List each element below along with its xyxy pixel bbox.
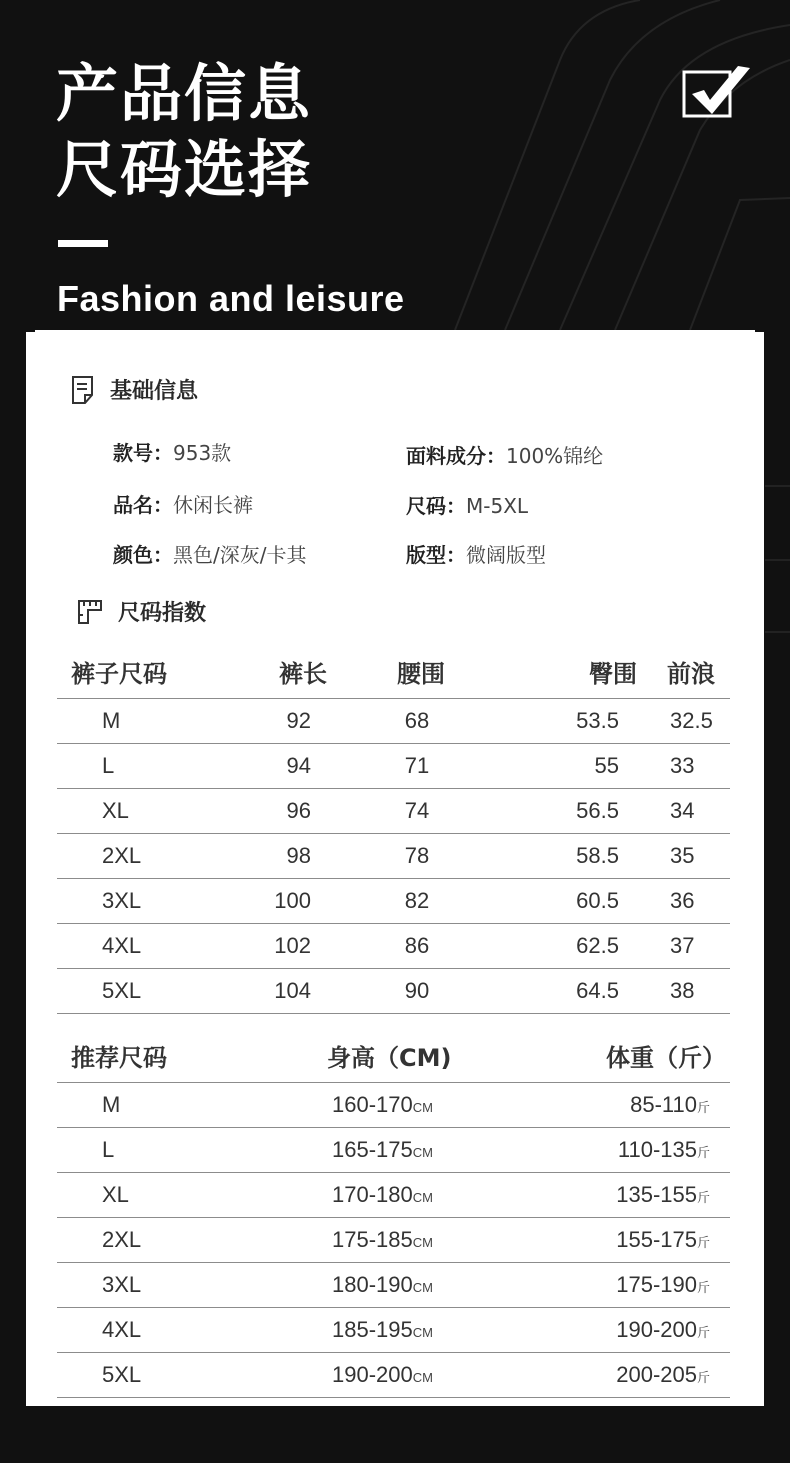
cell-hip: 55 [437,743,667,788]
weight-value: 135-155 [616,1181,697,1207]
size-index-header-row [57,646,730,698]
height-unit: CM [412,1324,433,1340]
cell-waist: 78 [397,833,437,878]
cell-front-rise: 35 [667,833,730,878]
height-value: 160-170 [332,1091,413,1117]
height-unit: CM [412,1099,433,1115]
cell-front-rise: 36 [667,878,730,923]
weight-unit: 斤 [696,1279,710,1295]
col-pants-size: 裤子尺码 [57,646,187,698]
cell-size: M [57,698,187,743]
cell-size: 3XL [57,1262,187,1307]
weight-unit: 斤 [696,1234,710,1250]
cell-size: XL [57,788,187,833]
cell-waist: 90 [397,968,437,1013]
cell-front-rise: 34 [667,788,730,833]
cell-hip: 56.5 [437,788,667,833]
cell-weight [517,1307,730,1352]
basic-info-heading [70,374,198,405]
cell-front-rise: 33 [667,743,730,788]
cell-height [187,1352,517,1397]
recommend-table [57,1030,730,1398]
height-unit: CM [412,1369,433,1385]
size-index-table [57,646,730,1014]
table-row [57,1127,730,1172]
col-length: 裤长 [187,646,397,698]
weight-unit: 斤 [696,1369,710,1385]
height-value: 185-195 [332,1316,413,1342]
weight-unit: 斤 [696,1144,710,1160]
cell-hip: 53.5 [437,698,667,743]
info-product-name: 品名：休闲长裤 [113,493,253,517]
weight-value: 110-135 [617,1136,697,1162]
cell-waist: 86 [397,923,437,968]
page-subtitle: Fashion and leisure [57,278,405,319]
height-unit: CM [412,1144,433,1160]
table-row [57,1217,730,1262]
cell-length: 98 [187,833,397,878]
weight-value: 155-175 [616,1226,697,1252]
title-line-product-info: 产品信息 [56,57,313,130]
basic-info-heading-text: 基础信息 [110,379,199,404]
table-row [57,1307,730,1352]
table-row [57,1262,730,1307]
cell-weight [517,1262,730,1307]
height-value: 175-185 [332,1226,413,1252]
cell-height [187,1307,517,1352]
cell-length: 96 [187,788,397,833]
document-icon [70,375,96,405]
height-unit: CM [412,1189,433,1205]
weight-value: 175-190 [616,1271,697,1297]
page-title [56,56,312,208]
info-style-no: 款号：953款 [113,441,232,465]
table-row [57,1082,730,1127]
cell-weight [517,1217,730,1262]
height-value: 170-180 [332,1181,413,1207]
cell-length: 102 [187,923,397,968]
size-index-heading [76,596,206,627]
cell-height [187,1262,517,1307]
weight-value: 190-200 [616,1316,697,1342]
table-row [57,743,730,788]
height-unit: CM [412,1234,433,1250]
weight-unit: 斤 [696,1324,710,1340]
height-value: 190-200 [332,1361,413,1387]
cell-size: 5XL [57,1352,187,1397]
cell-waist: 68 [397,698,437,743]
cell-front-rise: 32.5 [667,698,730,743]
title-underline [58,240,108,247]
table-row [57,788,730,833]
info-colors: 颜色：黑色/深灰/卡其 [113,543,307,567]
table-row [57,833,730,878]
cell-height [187,1082,517,1127]
cell-size: 5XL [57,968,187,1013]
cell-size: XL [57,1172,187,1217]
height-value: 180-190 [332,1271,413,1297]
table-row [57,968,730,1013]
table-row [57,698,730,743]
title-line-size-select: 尺码选择 [56,133,313,206]
cell-length: 100 [187,878,397,923]
cell-length: 94 [187,743,397,788]
cell-waist: 74 [397,788,437,833]
cell-height [187,1127,517,1172]
recommend-header-row [57,1030,730,1082]
cell-front-rise: 38 [667,968,730,1013]
cell-size: L [57,743,187,788]
col-recommend-size: 推荐尺码 [57,1030,187,1082]
cell-length: 92 [187,698,397,743]
cell-waist: 82 [397,878,437,923]
col-waist: 腰围 [397,646,437,698]
col-hip: 臀围 [437,646,667,698]
cell-weight [517,1127,730,1172]
cell-weight [517,1082,730,1127]
col-front-rise: 前浪 [667,646,730,698]
cell-hip: 60.5 [437,878,667,923]
cell-size: 2XL [57,833,187,878]
info-size-range: 尺码：M-5XL [406,494,529,518]
table-row [57,1352,730,1397]
cell-waist: 71 [397,743,437,788]
ruler-icon [76,598,104,626]
cell-size: 2XL [57,1217,187,1262]
cell-hip: 62.5 [437,923,667,968]
cell-size: 4XL [57,1307,187,1352]
height-unit: CM [412,1279,433,1295]
cell-front-rise: 37 [667,923,730,968]
weight-value: 200-205 [616,1361,697,1387]
size-index-heading-text: 尺码指数 [118,601,207,626]
table-row [57,878,730,923]
cell-length: 104 [187,968,397,1013]
weight-unit: 斤 [696,1189,710,1205]
weight-unit: 斤 [696,1099,710,1115]
cell-hip: 58.5 [437,833,667,878]
col-height: 身高（CM) [187,1030,517,1082]
weight-value: 85-110 [630,1091,697,1117]
col-weight: 体重（斤） [517,1030,730,1082]
height-value: 165-175 [332,1136,413,1162]
info-fabric: 面料成分：100%锦纶 [406,444,604,468]
cell-size: 3XL [57,878,187,923]
cell-size: M [57,1082,187,1127]
cell-hip: 64.5 [437,968,667,1013]
cell-weight [517,1352,730,1397]
cell-size: L [57,1127,187,1172]
table-row [57,923,730,968]
cell-size: 4XL [57,923,187,968]
cell-height [187,1217,517,1262]
cell-height [187,1172,517,1217]
info-fit: 版型：微阔版型 [406,543,546,567]
checkbox-checked-icon [682,60,752,120]
table-row [57,1172,730,1217]
cell-weight [517,1172,730,1217]
